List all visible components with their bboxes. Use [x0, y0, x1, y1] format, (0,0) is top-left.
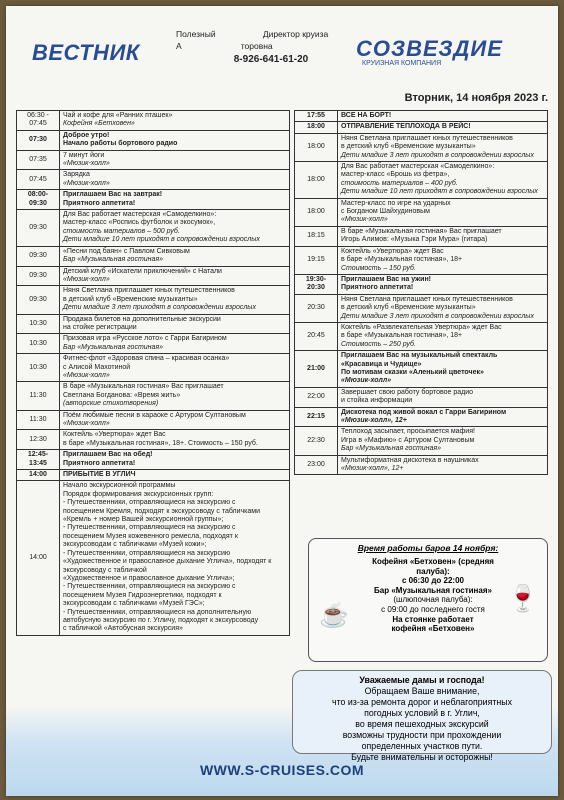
event-line: мастер-класс «Роспись футболок и экосумок»,	[63, 219, 216, 227]
event-line: Дети младше 10 лет приходят в сопровождении взрослых	[341, 188, 538, 196]
schedule-time: 11:30	[17, 382, 60, 410]
event-line: с Алисой Махотиной	[63, 363, 131, 371]
event-line: Приглашаем Вас на завтрак!	[63, 191, 163, 199]
event-line: Няня Светлана приглашает юных путешественников	[341, 134, 513, 142]
bar-line: На стоянке работает	[392, 614, 474, 624]
schedule-time: 09:30	[17, 246, 60, 266]
schedule-row	[17, 266, 290, 286]
schedule-row	[17, 210, 290, 247]
schedule-row	[17, 314, 290, 334]
schedule-row	[295, 198, 548, 226]
schedule-row	[17, 170, 290, 190]
schedule-event	[60, 382, 290, 410]
event-line: на стойке регистрации	[63, 323, 137, 331]
schedule-time: 11:30	[17, 410, 60, 430]
schedule-row	[295, 246, 548, 274]
schedule-row	[295, 455, 548, 475]
brand-subtitle: КРУИЗНАЯ КОМПАНИЯ	[362, 60, 442, 67]
event-line: Бар «Музыкальная гостиная»	[63, 256, 164, 264]
notice-line: погодных условий в г. Углич,	[364, 708, 480, 718]
event-line: «Кремль + номер Вашей экскурсионной группы»;	[63, 516, 224, 524]
event-line: Коктейль «Увертюра» ждет Вас	[341, 247, 444, 255]
schedule-time: 10:30	[17, 314, 60, 334]
schedule-time: 12:30	[17, 430, 60, 450]
header	[6, 6, 558, 86]
event-line: Дети младше 3 лет приходят в сопровождении взрослых	[341, 151, 534, 159]
schedule-table-right	[294, 110, 548, 475]
schedule-event	[338, 427, 548, 455]
right-schedule	[294, 110, 548, 475]
event-line: в баре «Музыкальная гостиная», 18+. Стоимость – 150 руб.	[63, 439, 258, 447]
event-line: Бар «Музыкальная гостиная»	[341, 445, 442, 453]
event-line: Приятного аппетита!	[341, 284, 414, 292]
event-line: Приглашаем Вас на обед!	[63, 451, 153, 459]
event-line: Стоимость – 250 руб.	[341, 340, 416, 348]
schedule-event	[60, 430, 290, 450]
schedule-time: 18:00	[295, 162, 338, 199]
event-line: Зарядка	[63, 171, 90, 179]
schedule-row	[295, 226, 548, 246]
event-line: с табличкой «Автобусная экскурсия»	[63, 625, 183, 633]
schedule-time: 12:45-13:45	[17, 450, 60, 470]
event-line: посещением Музея кожевенного ремесла, подходят к	[63, 532, 238, 540]
schedule-time: 18:15	[295, 226, 338, 246]
schedule-event	[60, 150, 290, 170]
event-line: Приглашаем Вас на музыкальный спектакль	[341, 352, 498, 360]
event-line: «Мюзик-холл»	[63, 420, 110, 427]
schedule-event	[60, 266, 290, 286]
event-line: «Песни под баян» с Павлом Сивковым	[63, 247, 190, 255]
schedule-event	[338, 246, 548, 274]
event-line: 7 минут йоги	[63, 151, 105, 159]
event-line: (авторские стихотворения)	[63, 400, 159, 408]
schedule-event	[338, 122, 548, 133]
event-line: «Мюзик-холл»	[341, 377, 392, 385]
event-line: Игорь Алимов: «Музыка Гэри Мура» (гитара)	[341, 236, 488, 244]
event-line: - Путешественники, отправляющиеся на экскурсию с	[63, 524, 236, 532]
bar-hours-title: Время работы баров 14 ноября:	[357, 543, 499, 553]
schedule-event	[60, 111, 290, 131]
schedule-time: 07:45	[17, 170, 60, 190]
newsletter-sheet	[6, 6, 558, 796]
schedule-event	[60, 470, 290, 481]
event-line: в баре «Музыкальная гостиная», 18+	[341, 256, 463, 264]
schedule-time: 18:00	[295, 133, 338, 161]
bar-line: с 06:30 до 22:00	[401, 576, 464, 586]
event-line: Детский клуб «Искатели приключений» с Натали	[63, 267, 222, 275]
schedule-time: 17:55	[295, 111, 338, 122]
event-line: мастер-класс «Брошь из фетра»,	[341, 171, 450, 179]
schedule-event	[60, 286, 290, 314]
contact-line-2: А торовна	[176, 41, 273, 51]
contact-line-1: Полезный Директор круиза	[176, 29, 329, 39]
schedule-time: 10:30	[17, 334, 60, 354]
schedule-event	[338, 274, 548, 294]
event-line: Коктейль «Увертюра» ждет Вас	[63, 431, 166, 439]
event-line: Бар «Музыкальная гостиная»	[63, 343, 164, 351]
schedule-row	[295, 122, 548, 133]
event-line: Начало экскурсионной программы	[63, 482, 176, 490]
event-line: Фитнес-флот «Здоровая спина – красивая осанка»	[63, 355, 230, 363]
event-line: По мотивам сказки «Аленький цветочек»	[341, 368, 484, 376]
schedule-row	[17, 450, 290, 470]
schedule-row	[295, 407, 548, 427]
schedule-event	[338, 407, 548, 427]
event-line: Доброе утро!	[63, 131, 110, 139]
schedule-time: 14:00	[17, 481, 60, 635]
schedule-row	[295, 351, 548, 388]
schedule-event	[60, 354, 290, 382]
schedule-row	[17, 111, 290, 131]
schedule-row	[17, 430, 290, 450]
event-line: Приятного аппетита!	[63, 199, 136, 207]
schedule-event	[60, 210, 290, 247]
schedule-row	[295, 427, 548, 455]
event-line: «Мюзик-холл»	[63, 179, 110, 187]
event-line: с Богданом Шайхудиновым	[341, 208, 430, 216]
schedule-event	[60, 314, 290, 334]
notice-box	[292, 670, 552, 762]
event-line: «Мюзик-холл»	[63, 371, 110, 379]
notice-line: возможны трудности при прохождении	[342, 730, 502, 740]
contact-block	[176, 28, 366, 66]
bar-line: с 09:00 до последнего гостя	[381, 604, 485, 614]
schedule-event	[338, 198, 548, 226]
schedule-time: 19:30-20:30	[295, 274, 338, 294]
schedule-event	[338, 351, 548, 388]
schedule-event	[60, 130, 290, 150]
event-line: экскурсоводу с табличкой	[63, 566, 147, 574]
event-line: в детский клуб «Временские музыканты»	[341, 143, 476, 151]
event-line: «Мюзик-холл»	[341, 216, 388, 224]
event-line: В баре «Музыкальная гостиная» Вас приглашает	[341, 227, 502, 235]
schedule-time: 10:30	[17, 354, 60, 382]
event-line: в детский клуб «Временские музыканты»	[63, 295, 198, 303]
schedule-time: 21:00	[295, 351, 338, 388]
notice-line: Обращаем Ваше внимание,	[364, 686, 480, 696]
schedule-row	[17, 150, 290, 170]
schedule-time: 09:30	[17, 210, 60, 247]
event-line: «Мюзик-холл», 12+	[341, 465, 404, 473]
schedule-row	[295, 162, 548, 199]
schedule-event	[60, 170, 290, 190]
schedule-event	[60, 334, 290, 354]
notice-line: определенных участков пути.	[361, 741, 483, 751]
event-line: Призовая игра «Русское лото» с Гарри Багирином	[63, 335, 227, 343]
schedule-event	[60, 410, 290, 430]
event-line: Начало работы бортового радио	[63, 140, 178, 148]
event-line: Светлана Богданова: «Время жить»	[63, 391, 181, 399]
schedule-row	[17, 190, 290, 210]
event-line: Дети младше 10 лет приходят в сопровождении взрослых	[63, 236, 260, 244]
bar-line: Кофейня «Бетховен» (средняя палуба):	[372, 557, 494, 576]
schedule-event	[60, 450, 290, 470]
event-line: Мультиформатная дискотека в наушниках	[341, 456, 479, 464]
schedule-time: 07:30	[17, 130, 60, 150]
schedule-time: 23:00	[295, 455, 338, 475]
schedule-row	[17, 246, 290, 266]
schedule-time: 07:35	[17, 150, 60, 170]
event-line: Игра в «Мафию» с Артуром Султановым	[341, 436, 475, 444]
schedule-event	[338, 162, 548, 199]
sozvezdie-logo	[356, 36, 546, 67]
event-line: В баре «Музыкальная гостиная» Вас приглашает	[63, 383, 224, 391]
event-line: посещением Кремля, подходят к экскурсоводу с табличками	[63, 507, 261, 515]
event-line: Няня Светлана приглашает юных путешественников	[341, 295, 513, 303]
event-line: Продажа билетов на дополнительные экскурсии	[63, 315, 221, 323]
event-line: экскурсоводам с табличками «Музей ГЭС»;	[63, 600, 205, 608]
schedule-event	[60, 190, 290, 210]
schedule-time: 22:00	[295, 387, 338, 407]
event-line: - Путешественники, отправляющиеся на экскурсию	[63, 549, 231, 557]
schedule-time: 09:30	[17, 286, 60, 314]
event-line: Поём любимые песни в караоке с Артуром Султановым	[63, 411, 246, 419]
schedule-row	[17, 410, 290, 430]
event-line: Няня Светлана приглашает юных путешественников	[63, 287, 235, 295]
event-line: стоимость материалов – 500 руб.	[63, 227, 180, 235]
event-line: Дети младше 3 лет приходят в сопровождении взрослых	[63, 304, 256, 312]
event-line: Кофейня «Бетховен»	[63, 120, 135, 128]
schedule-event	[338, 322, 548, 350]
schedule-time: 06:30 - 07:45	[17, 111, 60, 131]
event-line: в детский клуб «Временские музыканты»	[341, 304, 476, 312]
schedule-time: 14:00	[17, 470, 60, 481]
event-line: Дети младше 3 лет приходят в сопровождении взрослых	[341, 312, 534, 320]
event-line: Завершает свою работу бортовое радио	[341, 388, 474, 396]
notice-line: во время пешеходных экскурсий	[355, 719, 489, 729]
event-line: ВСЕ НА БОРТ!	[341, 112, 392, 119]
event-line: Для Вас работает мастерская «Самоделкино»:	[63, 211, 217, 219]
bar-hours-text	[355, 557, 511, 634]
schedule-row	[295, 111, 548, 122]
event-line: ПРИБЫТИЕ В УГЛИЧ	[63, 471, 136, 479]
schedule-event	[338, 455, 548, 475]
schedule-event	[338, 133, 548, 161]
event-line: Приятного аппетита!	[63, 459, 136, 467]
event-line: «Мюзик-холл»	[63, 160, 110, 168]
event-line: «Красавица и Чудище»	[341, 360, 422, 368]
schedule-time: 08:00-09:30	[17, 190, 60, 210]
schedule-row	[17, 481, 290, 635]
event-line: ОТПРАВЛЕНИЕ ТЕПЛОХОДА В РЕЙС!	[341, 123, 471, 131]
schedule-time: 20:30	[295, 294, 338, 322]
schedule-row	[295, 294, 548, 322]
event-line: стоимость материалов – 400 руб.	[341, 179, 458, 187]
event-line: в баре «Музыкальная гостиная», 18+	[341, 332, 463, 340]
event-line: Теплоход засыпает, просыпается мафия!	[341, 428, 475, 436]
schedule-row	[295, 322, 548, 350]
bar-line: (шлюпочная палуба):	[393, 595, 473, 605]
schedule-row	[295, 387, 548, 407]
notice-line: Будьте внимательны и осторожны!	[351, 752, 493, 762]
schedule-row	[295, 274, 548, 294]
event-line: Приглашаем Вас на ужин!	[341, 275, 431, 283]
brand-name: СОЗВЕЗДИЕ	[356, 36, 503, 61]
schedule-event	[60, 481, 290, 635]
event-line: Стоимость – 150 руб.	[341, 264, 416, 272]
phone-number: 8-926-641-61-20	[233, 54, 309, 65]
notice-line: что из-за ремонта дорог и неблагоприятных	[332, 697, 512, 707]
event-line: - Путешественники, отправляющиеся на экскурсию с	[63, 583, 236, 591]
event-line: Дискотека под живой вокал с Гарри Багирином	[341, 408, 507, 416]
event-line: Порядок формирования экскурсионных групп:	[63, 490, 214, 498]
schedule-row	[17, 286, 290, 314]
notice-line: Уважаемые дамы и господа!	[359, 675, 485, 685]
bar-line: Бар «Музыкальная гостиная»	[374, 585, 492, 595]
event-line: Чай и кофе для «Ранних пташек»	[63, 112, 173, 119]
schedule-row	[295, 133, 548, 161]
event-line: «Мюзик-холл»	[63, 275, 110, 283]
schedule-row	[17, 354, 290, 382]
event-line: «Мюзик-холл», 12+	[341, 417, 407, 424]
event-line: экскурсоводам с табличками «Музей кожи»;	[63, 541, 207, 549]
schedule-time: 20:45	[295, 322, 338, 350]
schedule-time: 19:15	[295, 246, 338, 274]
vestnik-logo: ВЕСТНИК	[32, 40, 140, 65]
schedule-event	[338, 111, 548, 122]
event-line: Коктейль «Развлекательная Увертюра» ждет Вас	[341, 323, 502, 331]
schedule-time: 22:30	[295, 427, 338, 455]
bar-line: кофейня «Бетховен»	[391, 624, 475, 634]
schedule-event	[60, 246, 290, 266]
event-line: автобусную экскурсию по г. Угличу, подходят к экскурсоводу	[63, 616, 259, 624]
event-line: Мастер-класс по игре на ударных	[341, 199, 451, 207]
schedule-event	[338, 294, 548, 322]
schedule-event	[338, 226, 548, 246]
event-line: Для Вас работает мастерская «Самоделкино»:	[341, 163, 495, 171]
waiter-icon: 🍷	[506, 583, 539, 613]
left-schedule	[16, 110, 290, 636]
schedule-time: 22:15	[295, 407, 338, 427]
event-line: - Путешественники, отправляющиеся на экскурсию с	[63, 499, 236, 507]
schedule-table-left	[16, 110, 290, 636]
schedule-time: 09:30	[17, 266, 60, 286]
event-line: и стойка информации	[341, 397, 413, 405]
schedule-row	[17, 130, 290, 150]
event-line: «Художественное и православное дыхание Углича»;	[63, 574, 235, 582]
bar-hours-box	[308, 538, 548, 662]
schedule-row	[17, 470, 290, 481]
schedule-event	[338, 387, 548, 407]
event-line: «Художественное и православное дыхание Углича», подходят к	[63, 558, 272, 566]
schedule-time: 18:00	[295, 122, 338, 133]
event-line: - Путешественники, отправляющиеся на дополнительную	[63, 608, 252, 616]
schedule-time: 18:00	[295, 198, 338, 226]
event-line: посещением Музея Гидроэнергетики, подходят к	[63, 591, 222, 599]
coffee-cup-icon: ☕	[319, 602, 349, 629]
schedule-row	[17, 382, 290, 410]
issue-date: Вторник, 14 ноября 2023 г.	[404, 92, 548, 104]
website-link[interactable]: WWW.S-CRUISES.COM	[199, 762, 365, 778]
schedule-row	[17, 334, 290, 354]
